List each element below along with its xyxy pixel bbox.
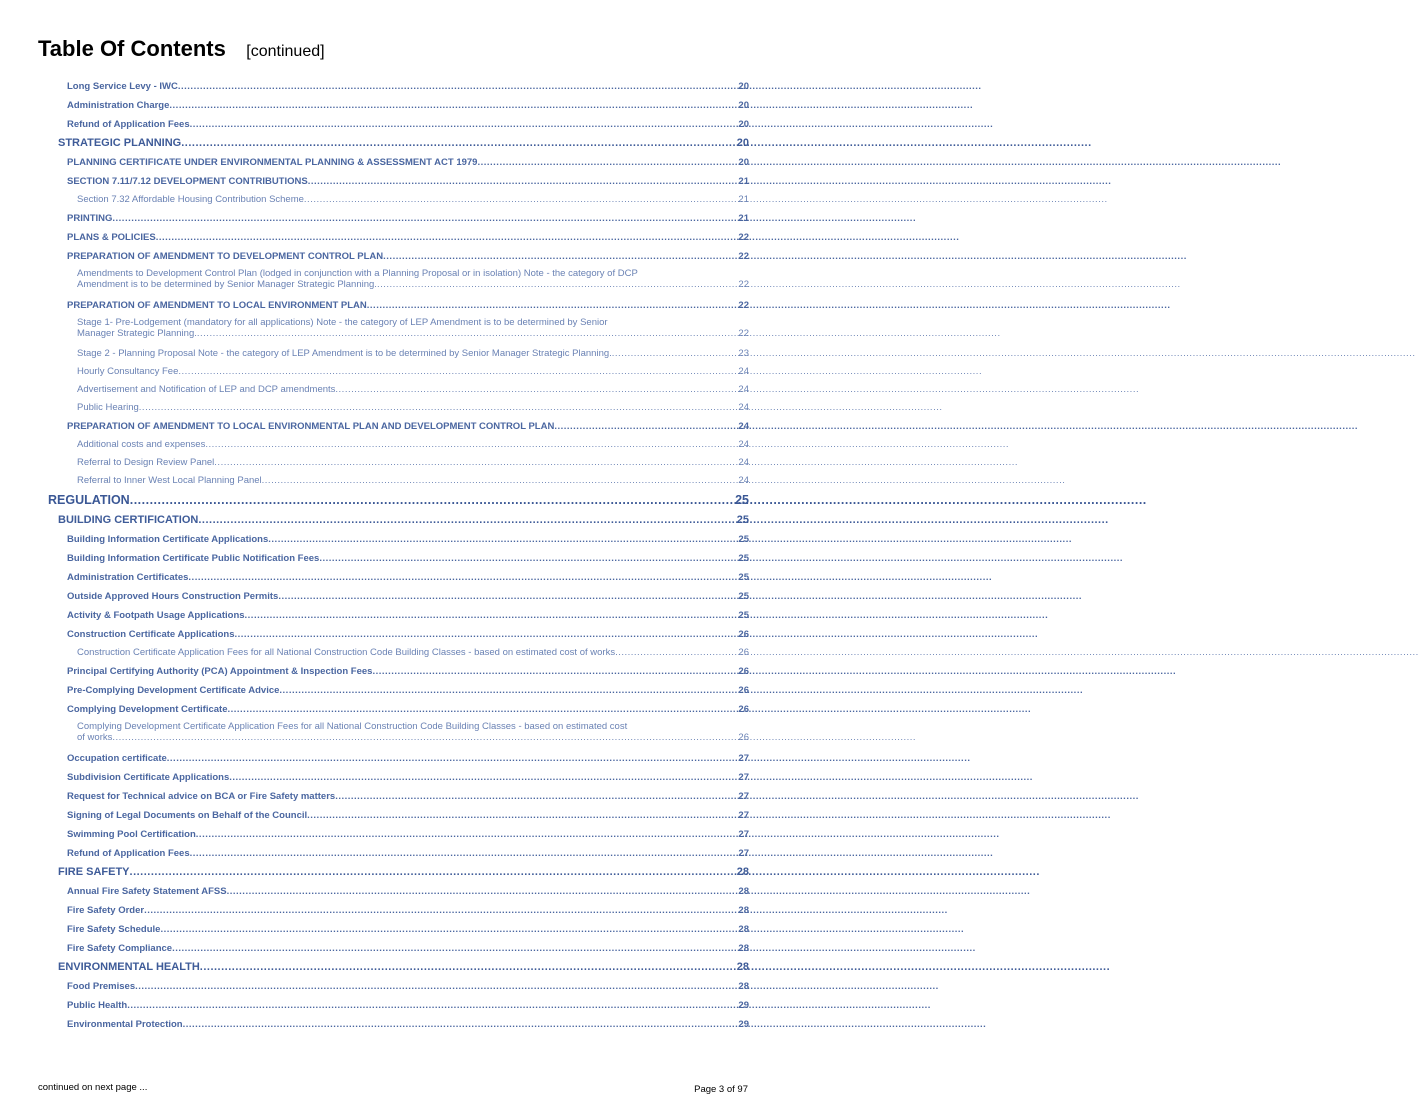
toc-entry-page: 28 <box>738 924 749 935</box>
toc-entry[interactable] <box>0 191 785 209</box>
toc-entry[interactable] <box>0 77 785 96</box>
dot-leader <box>130 863 737 882</box>
dot-leader <box>205 436 738 454</box>
toc-entry-page: 26 <box>738 732 749 743</box>
dot-leader <box>615 644 738 662</box>
toc-entry-page: 28 <box>738 943 749 954</box>
toc-entry-label: Refund of Application Fees <box>67 848 190 859</box>
toc-entry-page: 27 <box>738 753 749 764</box>
toc-entry[interactable] <box>0 662 785 681</box>
toc-entry-page: 20 <box>736 137 749 149</box>
toc-entry[interactable] <box>0 363 785 381</box>
dot-leader <box>304 191 739 209</box>
toc-entry[interactable] <box>0 901 785 920</box>
footer-continued-note: continued on next page ... <box>38 1082 148 1093</box>
toc-entry-label: Construction Certificate Applications <box>67 629 235 640</box>
dot-leader <box>139 399 739 417</box>
dot-leader <box>178 77 739 96</box>
toc-entry[interactable] <box>0 315 785 345</box>
dot-leader <box>383 247 738 266</box>
toc-entry-page: 26 <box>738 666 749 677</box>
dot-leader <box>262 472 739 490</box>
dot-leader <box>198 511 736 530</box>
toc-entry-label: Amendments to Development Control Plan (lodged in conjunction with a Planning Proposal or in isolation) Note - the category of DCP <box>77 268 638 279</box>
dot-leader <box>308 172 739 191</box>
toc-entry-page: 24 <box>738 439 749 450</box>
toc-entry-page: 26 <box>738 647 749 658</box>
toc-entry-page: 24 <box>738 475 749 486</box>
dot-leader <box>183 1015 739 1034</box>
toc-entry-page: 26 <box>738 629 749 640</box>
dot-leader <box>377 279 738 290</box>
toc-entry-page: 20 <box>738 119 749 130</box>
toc-entry[interactable] <box>0 825 785 844</box>
toc-entry-page: 28 <box>738 905 749 916</box>
toc-entry-page: 29 <box>738 1000 749 1011</box>
dot-leader <box>319 549 738 568</box>
toc-entry[interactable] <box>0 96 785 115</box>
toc-entry[interactable] <box>0 920 785 939</box>
toc-entry[interactable] <box>0 296 785 315</box>
toc-entry-label: Subdivision Certificate Applications <box>67 772 230 783</box>
toc-entry[interactable] <box>0 1015 785 1034</box>
toc-entry-page: 27 <box>738 810 749 821</box>
toc-entry-page: 24 <box>738 366 749 377</box>
toc-entry[interactable] <box>0 417 785 436</box>
toc-entry-label: Swimming Pool Certification <box>67 829 196 840</box>
toc-entry[interactable] <box>0 844 785 863</box>
toc-entry-label: Long Service Levy - IWC <box>67 81 178 92</box>
dot-leader <box>156 228 739 247</box>
toc-entry-label: Stage 2 - Planning Proposal Note - the category of LEP Amendment is to be determined by Senior Manager Strategic Planning. <box>77 348 612 359</box>
toc-entry-label: Section 7.32 Affordable Housing Contribution Scheme <box>77 194 304 205</box>
dot-leader <box>214 454 738 472</box>
toc-entry-page: 20 <box>738 81 749 92</box>
toc-entry-page: 27 <box>738 791 749 802</box>
toc-entry-label: Construction Certificate Application Fees for all National Construction Code Building Classes - based on estimated cost of works <box>77 647 616 658</box>
dot-leader <box>160 920 738 939</box>
toc-entry[interactable] <box>0 806 785 825</box>
toc-entry-page: 25 <box>738 610 749 621</box>
toc-entry-label: PLANNING CERTIFICATE UNDER ENVIRONMENTAL PLANNING & ASSESSMENT ACT 1979 <box>67 157 478 168</box>
toc-entry[interactable] <box>0 977 785 996</box>
dot-leader <box>172 939 738 958</box>
toc-entry[interactable] <box>0 381 785 399</box>
toc-entry-page: 27 <box>738 829 749 840</box>
page-header <box>38 36 325 62</box>
toc-entry[interactable] <box>0 787 785 806</box>
dot-leader <box>127 996 738 1015</box>
dot-leader <box>335 787 738 806</box>
dot-leader <box>612 345 739 363</box>
dot-leader <box>135 977 738 996</box>
toc-entry-page: 21 <box>738 176 749 187</box>
dot-leader <box>279 681 738 700</box>
dot-leader <box>197 328 739 339</box>
toc-entry-label: PREPARATION OF AMENDMENT TO DEVELOPMENT CONTROL PLAN <box>67 251 384 262</box>
dot-leader <box>372 662 738 681</box>
toc-entry[interactable] <box>0 490 785 511</box>
toc-entry-page: 24 <box>738 421 749 432</box>
toc-entry[interactable] <box>0 399 785 417</box>
toc-entry-page: 27 <box>738 848 749 859</box>
toc-entry-page: 22 <box>738 300 749 311</box>
toc-entry-label: PREPARATION OF AMENDMENT TO LOCAL ENVIRONMENT PLAN <box>67 300 367 311</box>
dot-leader <box>190 115 739 134</box>
dot-leader <box>181 134 737 153</box>
toc-entry[interactable] <box>0 266 785 296</box>
toc-entry-label: Fire Safety Order <box>67 905 145 916</box>
toc-entry[interactable] <box>0 568 785 587</box>
toc-entry[interactable] <box>0 530 785 549</box>
toc-entry-label: Building Information Certificate Public Notification Fees <box>67 553 320 564</box>
table-of-contents <box>0 77 785 1034</box>
toc-entry[interactable] <box>0 587 785 606</box>
toc-entry[interactable] <box>0 719 785 749</box>
toc-entry-label: Request for Technical advice on BCA or Fire Safety matters <box>67 791 336 802</box>
dot-leader <box>196 825 739 844</box>
toc-entry-label: Hourly Consultancy Fee <box>77 366 179 377</box>
toc-entry-label: Annual Fire Safety Statement AFSS <box>67 886 227 897</box>
toc-entry[interactable] <box>0 996 785 1015</box>
dot-leader <box>130 490 735 511</box>
toc-entry[interactable] <box>0 644 785 662</box>
toc-entry[interactable] <box>0 549 785 568</box>
toc-entry-label: Fire Safety Schedule <box>67 924 161 935</box>
dot-leader <box>167 749 739 768</box>
toc-entry-label: Administration Certificates <box>67 572 189 583</box>
toc-entry[interactable] <box>0 228 785 247</box>
toc-entry-label: Stage 1- Pre-Lodgement (mandatory for all applications) Note - the category of LEP Amendment is to be determined by Senior <box>77 317 608 328</box>
toc-entry-label: Occupation certificate <box>67 753 167 764</box>
toc-entry-page: 22 <box>738 232 749 243</box>
toc-entry-label: Signing of Legal Documents on Behalf of the Council <box>67 810 308 821</box>
toc-entry-page: 25 <box>735 493 749 507</box>
toc-entry-label: Referral to Inner West Local Planning Panel <box>77 475 262 486</box>
toc-entry-label: Food Premises <box>67 981 136 992</box>
toc-entry-page: 24 <box>738 384 749 395</box>
toc-entry-label: BUILDING CERTIFICATION <box>58 514 199 526</box>
toc-entry-page: 20 <box>738 100 749 111</box>
toc-entry-page: 28 <box>738 886 749 897</box>
toc-entry-page: 29 <box>738 1019 749 1030</box>
toc-entry[interactable] <box>0 681 785 700</box>
toc-entry-label: PRINTING <box>67 213 113 224</box>
dot-leader <box>169 96 738 115</box>
toc-entry-page: 25 <box>738 572 749 583</box>
toc-entry[interactable] <box>0 172 785 191</box>
toc-entry[interactable] <box>0 768 785 787</box>
dot-leader <box>200 958 737 977</box>
dot-leader <box>477 153 738 172</box>
toc-entry[interactable] <box>0 209 785 228</box>
toc-entry[interactable] <box>0 472 785 490</box>
dot-leader <box>227 700 738 719</box>
dot-leader <box>229 768 738 787</box>
toc-entry-label: REGULATION <box>48 493 130 507</box>
dot-leader <box>188 568 738 587</box>
toc-entry-page: 23 <box>738 348 749 359</box>
page-subtitle: [continued] <box>246 43 325 60</box>
toc-entry-label: Principal Certifying Authority (PCA) Appointment & Inspection Fees <box>67 666 373 677</box>
dot-leader <box>112 732 738 743</box>
toc-entry-label-continued: Manager Strategic Planning. <box>77 328 197 339</box>
toc-entry-label: PREPARATION OF AMENDMENT TO LOCAL ENVIRONMENTAL PLAN AND DEVELOPMENT CONTROL PLAN <box>67 421 555 432</box>
toc-entry-label: Public Hearing <box>77 402 139 413</box>
dot-leader <box>112 209 738 228</box>
toc-entry-label-continued: of works <box>77 732 113 743</box>
toc-entry-page: 25 <box>736 514 749 526</box>
toc-entry-page: 24 <box>738 402 749 413</box>
toc-entry[interactable] <box>0 700 785 719</box>
dot-leader <box>307 806 738 825</box>
toc-entry[interactable] <box>0 606 785 625</box>
toc-entry-label: SECTION 7.11/7.12 DEVELOPMENT CONTRIBUTIONS <box>67 176 308 187</box>
toc-entry-label: Building Information Certificate Applications <box>67 534 269 545</box>
toc-entry-page: 22 <box>738 328 749 339</box>
toc-entry-page: 25 <box>738 553 749 564</box>
toc-entry-page: 21 <box>738 213 749 224</box>
dot-leader <box>227 882 739 901</box>
dot-leader <box>144 901 738 920</box>
toc-entry-page: 20 <box>738 157 749 168</box>
toc-entry-page: 21 <box>738 194 749 205</box>
dot-leader <box>367 296 739 315</box>
toc-entry-page: 28 <box>736 866 749 878</box>
toc-entry-label: Public Health <box>67 1000 128 1011</box>
toc-entry-label: ENVIRONMENTAL HEALTH <box>58 961 200 973</box>
dot-leader <box>235 625 739 644</box>
dot-leader <box>178 363 738 381</box>
toc-entry-page: 26 <box>738 704 749 715</box>
toc-entry-label: Additional costs and expenses <box>77 439 206 450</box>
toc-entry[interactable] <box>0 939 785 958</box>
toc-entry-label-continued: Amendment is to be determined by Senior Manager Strategic Planning. <box>77 279 377 290</box>
toc-entry-label: Refund of Application Fees <box>67 119 190 130</box>
toc-entry[interactable] <box>0 749 785 768</box>
toc-entry[interactable] <box>0 511 785 530</box>
toc-entry-label: STRATEGIC PLANNING <box>58 137 182 149</box>
toc-entry-page: 22 <box>738 279 749 290</box>
toc-entry[interactable] <box>0 454 785 472</box>
toc-entry-label: Environmental Protection <box>67 1019 183 1030</box>
toc-entry-label: Complying Development Certificate Application Fees for all National Construction Code Building Classes - based on estimated cost <box>77 721 628 732</box>
toc-entry[interactable] <box>0 153 785 172</box>
toc-entry[interactable] <box>0 863 785 882</box>
toc-entry-label: Pre-Complying Development Certificate Advice <box>67 685 280 696</box>
toc-entry[interactable] <box>0 115 785 134</box>
dot-leader <box>268 530 738 549</box>
toc-entry-label: Administration Charge <box>67 100 170 111</box>
toc-entry-page: 28 <box>736 961 749 973</box>
toc-entry[interactable] <box>0 436 785 454</box>
toc-entry[interactable] <box>0 247 785 266</box>
toc-entry-label: Activity & Footpath Usage Applications <box>67 610 245 621</box>
toc-entry-label: Advertisement and Notification of LEP and DCP amendments <box>77 384 336 395</box>
dot-leader <box>245 606 739 625</box>
page-title: Table Of Contents <box>38 36 226 61</box>
dot-leader <box>278 587 738 606</box>
toc-entry[interactable] <box>0 625 785 644</box>
toc-entry[interactable] <box>0 882 785 901</box>
toc-entry-label: FIRE SAFETY <box>58 866 130 878</box>
toc-entry-label: Fire Safety Compliance <box>67 943 173 954</box>
toc-entry-page: 25 <box>738 534 749 545</box>
toc-entry-page: 22 <box>738 251 749 262</box>
dot-leader <box>190 844 739 863</box>
toc-entry-label: Outside Approved Hours Construction Permits <box>67 591 279 602</box>
toc-entry-label: Complying Development Certificate <box>67 704 228 715</box>
toc-entry-page: 26 <box>738 685 749 696</box>
dot-leader <box>554 417 738 436</box>
toc-entry-page: 28 <box>738 981 749 992</box>
toc-entry-label: PLANS & POLICIES <box>67 232 156 243</box>
toc-entry[interactable] <box>0 345 785 363</box>
toc-entry-page: 27 <box>738 772 749 783</box>
toc-entry-page: 25 <box>738 591 749 602</box>
toc-entry-label: Referral to Design Review Panel <box>77 457 215 468</box>
footer-page-number: Page 3 of 97 <box>694 1084 748 1095</box>
toc-entry[interactable] <box>0 134 785 153</box>
toc-entry[interactable] <box>0 958 785 977</box>
toc-entry-page: 24 <box>738 457 749 468</box>
dot-leader <box>335 381 738 399</box>
